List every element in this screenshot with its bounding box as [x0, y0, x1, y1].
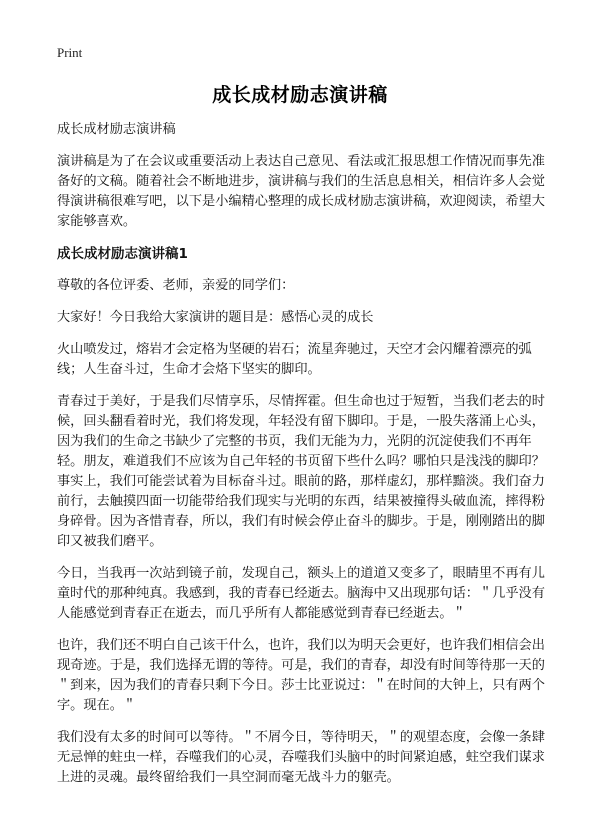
paragraph-greeting: 大家好！今日我给大家演讲的题目是：感悟心灵的成长 — [57, 310, 374, 325]
article-body — [57, 120, 553, 800]
paragraph: 火山喷发过，熔岩才会定格为坚硬的岩石；流星奔驰过，天空才会闪耀着漂亮的弧线；人生奋斗过，生命才会烙下坚实的脚印。 — [57, 342, 532, 377]
paragraph: 我们没有太多的时间可以等待。＂不屑今日，等待明天，＂的观望态度，会像一条肆无忌惮的蛀虫一样，吞噬我们的心灵，吞噬我们头脑中的时间紧迫感，蛀空我们谋求上进的灵魂。最终留给我们一具空洞而毫无战斗力的躯壳。 — [57, 730, 545, 785]
page-title: 成长成材励志演讲稿 — [212, 84, 388, 106]
paragraph: 今日，当我再一次站到镜子前，发现自己，额头上的道道又变多了，眼睛里不再有儿童时代的那种纯真。我感到，我的青春已经逝去。脑海中又出现那句话：＂几乎没有人能感觉到青春正在逝去，而几乎所有人都能感觉到青春已经逝去。＂ — [57, 566, 545, 621]
paragraph-salutation: 尊敬的各位评委、老师，亲爱的同学们： — [57, 278, 295, 293]
paragraph: 青春过于美好，于是我们尽情享乐，尽情挥霍。但生命也过于短暂，当我们老去的时候，回头翻看着时光，我们将发现，年轻没有留下脚印。于是，一股失落涌上心头，因为我们的生命之书缺少了完整的书页，我们无能为力，光阴的沉淀使我们不再年轻。朋友，难道我们不应该为自己年轻的书页留下些什么吗？哪怕只是浅浅的脚印？事实上，我们可能尝试着为目标奋斗过。眼前的路，那样虚幻，那样黯淡。我们奋力前行，去触摸四面一切能带给我们现实与光明的东西，结果被撞得头破血流，摔得粉身碎骨。因为吝惜青春，所以，我们有时候会停止奋斗的脚步。于是，刚刚踏出的脚印又被我们磨平。 — [57, 394, 545, 549]
paragraph: 也许，我们还不明白自己该干什么，也许，我们以为明天会更好，也许我们相信会出现奇迹。于是，我们选择无谓的等待。可是，我们的青春，却没有时间等待那一天的＂到来，因为我们的青春只剩下今日。莎士比亚说过：＂在时间的大钟上，只有两个字。现在。＂ — [57, 638, 545, 713]
intro-paragraph: 演讲稿是为了在会议或重要活动上表达自己意见、看法或汇报思想工作情况而事先准备好的文稿。随着社会不断地进步，演讲稿与我们的生活息息相关，相信许多人会觉得演讲稿很难写吧，以下是小编精心整理的成长成材励志演讲稿，欢迎阅读，希望大家能够喜欢。 — [57, 154, 545, 229]
section-heading: 成长成材励志演讲稿1 — [57, 246, 188, 262]
article-subtitle: 成长成材励志演讲稿 — [57, 122, 176, 137]
print-link[interactable]: Print — [57, 45, 83, 60]
